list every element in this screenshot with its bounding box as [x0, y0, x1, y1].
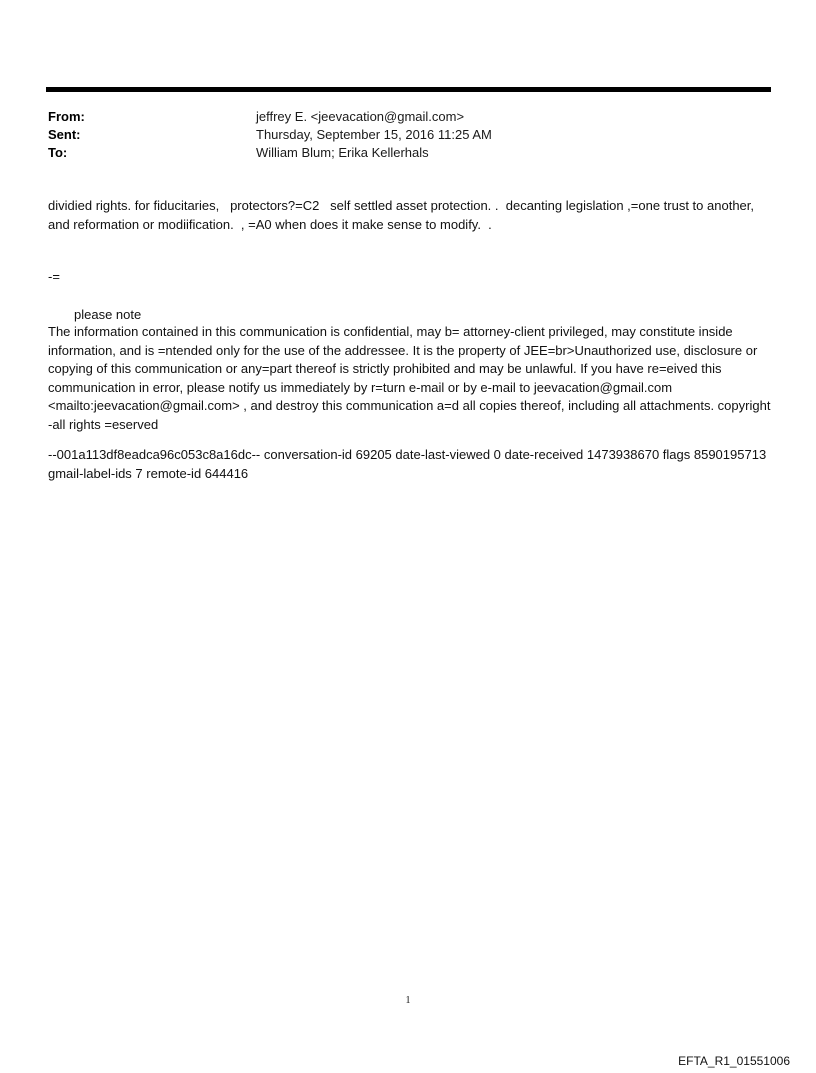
from-label: From:: [48, 109, 85, 124]
please-note-heading: please note: [74, 307, 142, 322]
sent-value: Thursday, September 15, 2016 11:25 AM: [256, 127, 492, 142]
sent-row: [48, 126, 768, 144]
to-label: To:: [48, 145, 68, 160]
to-row: [48, 144, 768, 162]
to-value: William Blum; Erika Kellerhals: [256, 145, 429, 160]
from-value: jeffrey E. <jeevacation@gmail.com>: [256, 109, 465, 124]
separator-marker: -=: [48, 269, 60, 284]
page-number: 1: [405, 995, 411, 1006]
message-metadata-trailer: --001a113df8eadca96c053c8a16dc-- conversation-id 69205 date-last-viewed 0 date-received 1473938670 flags 8590195713 gmail-label-ids 7 remote-id 644416: [48, 447, 770, 481]
confidentiality-disclaimer: The information contained in this communication is confidential, may b= attorney-client privileged, may constitute inside information, and is =ntended only for the use of the addressee. It is the property of JEE=br>Unauthorized use, disclosure or copying of this communication or any=part thereof is strictly prohibited and may be unlawful. If you have re=eived this communication in error, please notify us immediately by r=turn e-mail or by e-mail to jeevacation@gmail.com <mailto:jeevacation@gmail.com> , and destroy this communication a=d all copies thereof, including all attachments. copyright -all rights =eserved: [48, 324, 775, 432]
from-row: [48, 108, 768, 126]
email-header: [48, 108, 768, 162]
email-body-paragraph: dividied rights. for fiducitaries, protectors?=C2 self settled asset protection. . decanting legislation ,=one trust to another, and reformation or modiification. , =A0 when does it make sense to modify. .: [48, 198, 762, 232]
sent-label: Sent:: [48, 127, 81, 142]
bates-number: EFTA_R1_01551006: [678, 1054, 790, 1068]
header-divider-rule: [46, 87, 771, 92]
